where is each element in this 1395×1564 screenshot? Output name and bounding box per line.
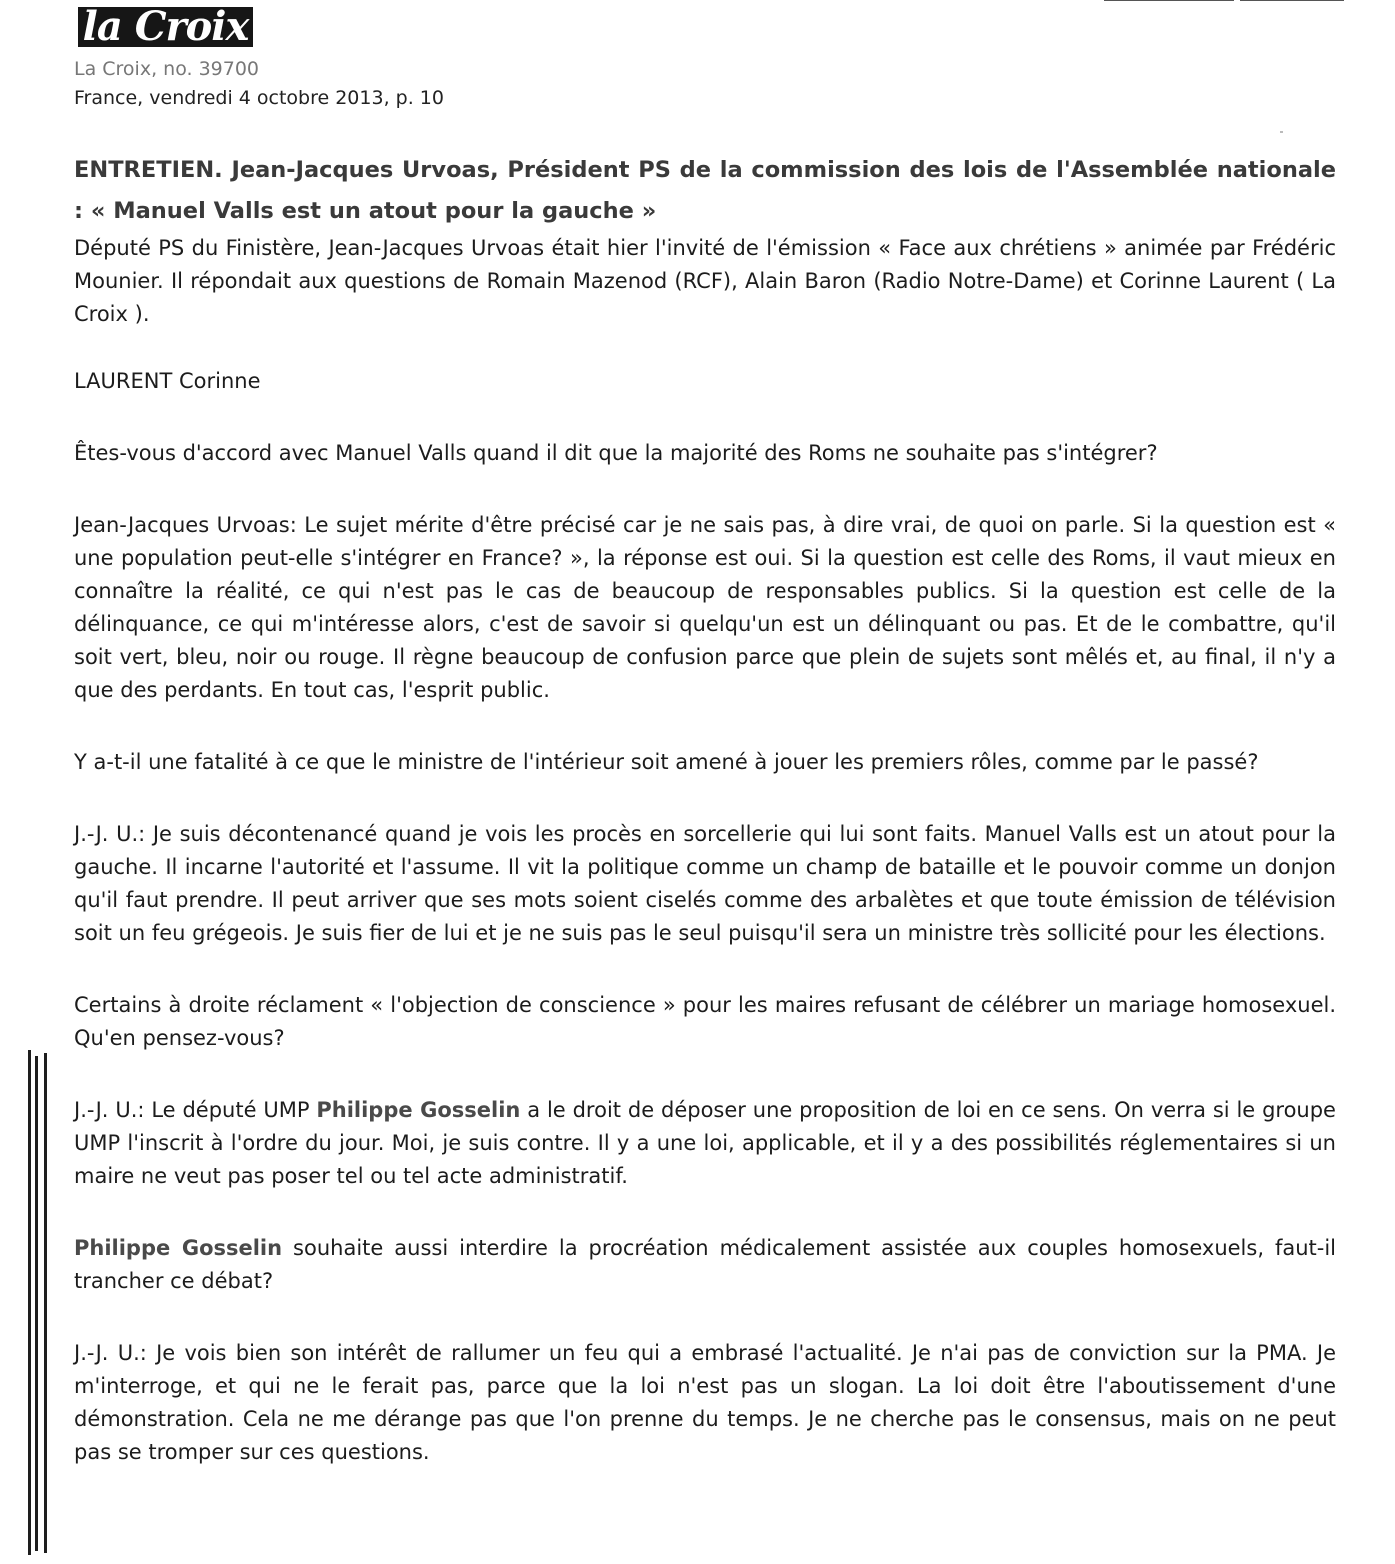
margin-mark-bar	[35, 1056, 38, 1551]
question-4	[74, 1232, 1336, 1298]
scan-speck	[1280, 131, 1283, 133]
margin-mark-bar	[44, 1053, 47, 1553]
article-byline: LAURENT Corinne	[74, 369, 261, 393]
answer-1: Jean-Jacques Urvoas: Le sujet mérite d'être précisé car je ne sais pas, à dire vrai, de quoi on parle. Si la question est « une population peut-elle s'intégrer en France? », la réponse est oui. Si la question est celle des Roms, il vaut mieux en connaître la réalité, ce qui n'est pas le cas de beaucoup de responsables publics. Si la question est celle de la délinquance, ce qui m'intéresse alors, c'est de savoir si quelqu'un est un délinquant ou pas. Et de le combattre, qu'il soit vert, bleu, noir ou rouge. Il règne beaucoup de confusion parce que plein de sujets sont mêlés et, au final, il n'y a que des perdants. En tout cas, l'esprit public.	[74, 513, 1336, 702]
publication-number: La Croix, no. 39700	[74, 58, 260, 80]
person-name-highlight: Philippe Gosselin	[74, 1236, 283, 1260]
answer-3	[74, 1094, 1336, 1193]
question-1: Êtes-vous d'accord avec Manuel Valls quand il dit que la majorité des Roms ne souhaite pas s'intégrer?	[74, 441, 1158, 465]
answer-2: J.-J. U.: Je suis décontenancé quand je vois les procès en sorcellerie qui lui sont faits. Manuel Valls est un atout pour la gauche. Il incarne l'autorité et l'assume. Il vit la politique comme un champ de bataille et le pouvoir comme un donjon qu'il faut prendre. Il peut arriver que ses mots soient ciselés comme des arbalètes et que toute émission de télévision soit un feu grégeois. Je suis fier de lui et je ne suis pas le seul puisqu'il sera un ministre très sollicité pour les élections.	[74, 822, 1336, 945]
question-3: Certains à droite réclament « l'objection de conscience » pour les maires refusant de célébrer un mariage homosexuel. Qu'en pensez-vous?	[74, 993, 1336, 1050]
la-croix-logo: la Croix	[78, 7, 253, 47]
answer-3-end: a le droit de déposer une proposition de loi en ce sens. On verra si le groupe UMP l'inscrit à l'ordre du jour. Moi, je suis contre. Il y a une loi, applicable, et il y a des possibilités réglementaires si un maire ne veut pas poser tel ou tel acte administratif.	[74, 1098, 1336, 1188]
question-4-end: souhaite aussi interdire la procréation médicalement assistée aux couples homosexuels, faut-il trancher ce débat?	[74, 1236, 1337, 1293]
scan-edge-gap	[1234, 0, 1240, 3]
article-lede: Député PS du Finistère, Jean-Jacques Urvoas était hier l'invité de l'émission « Face aux chrétiens » animée par Frédéric Mounier. Il répondait aux questions de Romain Mazenod (RCF), Alain Baron (Radio Notre-Dame) et Corinne Laurent ( La Croix ).	[74, 236, 1336, 326]
scan-edge-line	[1104, 0, 1344, 2]
article-headline: ENTRETIEN. Jean-Jacques Urvoas, Président PS de la commission des lois de l'Assemblée nationale : « Manuel Valls est un atout pour la gauche »	[74, 157, 1336, 224]
article-body	[74, 150, 1336, 1469]
person-name-highlight: Philippe Gosselin	[316, 1098, 521, 1122]
answer-4: J.-J. U.: Je vois bien son intérêt de rallumer un feu qui a embrasé l'actualité. Je n'ai pas de conviction sur la PMA. Je m'interroge, et qui ne le ferait pas, parce que la loi n'est pas un slogan. La loi doit être l'aboutissement d'une démonstration. Cela ne me dérange pas que l'on prenne du temps. Je ne cherche pas le consensus, mais on ne peut pas se tromper sur ces questions.	[74, 1341, 1336, 1464]
margin-mark-bar	[28, 1050, 31, 1555]
answer-3-start: J.-J. U.: Le député UMP	[74, 1098, 317, 1122]
dateline: France, vendredi 4 octobre 2013, p. 10	[74, 87, 444, 109]
question-2: Y a-t-il une fatalité à ce que le ministre de l'intérieur soit amené à jouer les premiers rôles, comme par le passé?	[74, 750, 1259, 774]
